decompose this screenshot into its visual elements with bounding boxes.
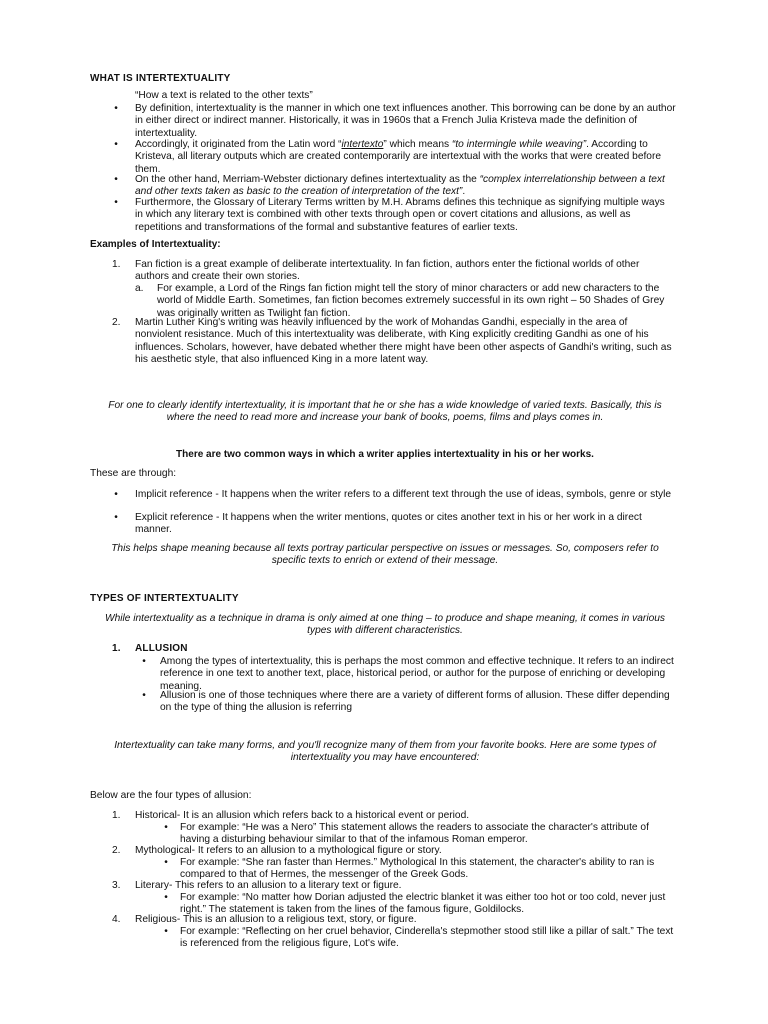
bullet-text: Among the types of intertextuality, this is perhaps the most common and effective technique. It refers to an indirect reference in one text to another text, place, historical period, or author for the purpose of enriching or developing meaning. (160, 656, 674, 692)
bullet-text: For example: “She ran faster than Hermes.” Mythological In this statement, the character's ability to ran is compared to that of Hermes, the messenger of the Greek Gods. (180, 857, 655, 881)
allusion-heading: ALLUSION (135, 643, 188, 654)
bullet-text: Implicit reference - It happens when the writer refers to a different text through the use of ideas, symbols, genre or style (135, 489, 672, 500)
section-title-examples: Examples of Intertextuality: (90, 239, 221, 250)
bullet-marker: • (114, 103, 118, 114)
bullet-marker: • (114, 139, 118, 150)
list-marker: 4. (112, 914, 121, 925)
italic-note: For one to clearly identify intertextuality, it is important that he or she has a wide knowledge of varied texts. Basically, this is where the need to read more and increase your bank of books, poems, films and plays comes in. (108, 400, 662, 424)
allusion-type-heading: Literary- This refers to an allusion to a literary text or figure. (135, 880, 402, 891)
bullet-marker: • (164, 857, 168, 868)
bullet-marker: • (114, 489, 118, 500)
bullet-marker: • (142, 656, 146, 667)
bullet-marker: • (114, 197, 118, 208)
bullet-text: By definition, intertextuality is the manner in which one text influences another. This borrowing can be done by an author in either direct or indirect manner. Historically, it was in 1960s that a French Julia Kristeva made the definition of intertextuality. (135, 103, 676, 139)
section-title-two-ways: There are two common ways in which a writer applies intertextuality in his or her works. (176, 449, 594, 460)
list-marker: a. (135, 283, 144, 294)
allusion-type-heading: Religious- This is an allusion to a religious text, story, or figure. (135, 914, 417, 925)
italic-note: This helps shape meaning because all texts portray particular perspective on issues or messages. So, composers refer to specific texts to enrich or extend of their message. (111, 543, 659, 567)
bullet-text: For example: “He was a Nero” This statement allows the readers to associate the character's attribute of having a disturbing behaviour similar to that of the infamous Roman emperor. (180, 822, 649, 846)
list-item-text: For example, a Lord of the Rings fan fiction might tell the story of minor characters or add new characters to the world of Middle Earth. Sometimes, fan fiction becomes extremely successful in its own right – 50 Shades of Grey was originally written as Twilight fan fiction. (157, 283, 665, 319)
list-marker: 1. (112, 643, 121, 654)
list-marker: 2. (112, 317, 121, 328)
list-item-text: Fan fiction is a great example of deliberate intertextuality. In fan fiction, authors enter the fictional worlds of other authors and create their own stories. (135, 259, 640, 283)
allusion-type-heading: Mythological- It refers to an allusion to a mythological figure or story. (135, 845, 442, 856)
bullet-text: Explicit reference - It happens when the writer mentions, quotes or cites another text in his or her work in a direct manner. (135, 512, 642, 536)
intro-text: These are through: (90, 468, 177, 479)
list-item-text: Martin Luther King's writing was heavily influenced by the work of Mohandas Gandhi, especially in the area of nonviolent resistance. Much of this intertextuality was deliberate, with King explicitly crediting Gandhi as one of his influences. Scholars, however, have debated whether there might have been other aspects of Gandhi's writing, such as his aesthetic style, that also influenced King in a more latent way. (135, 317, 672, 366)
bullet-text: Allusion is one of those techniques where there are a variety of different forms of allusion. These differ depending on the type of thing the allusion is referring (160, 690, 670, 714)
italic-note: Intertextuality can take many forms, and you'll recognize many of them from your favorite books. Here are some types of intertextuality you may have encountered: (114, 740, 656, 764)
italic-note: While intertextuality as a technique in drama is only aimed at one thing – to produce and shape meaning, it comes in various types with different characteristics. (104, 613, 666, 637)
bullet-marker: • (164, 822, 168, 833)
bullet-text: On the other hand, Merriam-Webster dictionary defines intertextuality as the “complex interrelationship between a text and other texts taken as basic to the creation of interpretation of the text”. (135, 174, 665, 198)
bullet-marker: • (164, 926, 168, 937)
bullet-marker: • (114, 174, 118, 185)
bullet-marker: • (114, 512, 118, 523)
latin-word: intertexto (341, 139, 384, 150)
list-marker: 1. (112, 810, 121, 821)
definition-quote: “How a text is related to the other texts” (135, 90, 313, 101)
section-title-types: TYPES OF INTERTEXTUALITY (90, 593, 239, 604)
bullet-text: For example: “Reflecting on her cruel behavior, Cinderella's stepmother stood still like a pillar of salt.” The text is referenced from the religious figure, Lot's wife. (180, 926, 674, 950)
list-marker: 2. (112, 845, 121, 856)
bullet-text: Accordingly, it originated from the Latin word “intertexto” which means “to intermingle while weaving”. According to Kristeva, all literary outputs which are created contemporarily are intertextual with the works that were created before them. (135, 139, 662, 175)
intro-text: Below are the four types of allusion: (90, 790, 252, 801)
bullet-text: Furthermore, the Glossary of Literary Terms written by M.H. Abrams defines this technique as signifying multiple ways in which any literary text is combined with other texts through open or covert citations and allusions, as well as repetitions and transformations of the formal and substantive features of earlier texts. (135, 197, 665, 233)
bullet-text: For example: “No matter how Dorian adjusted the electric blanket it was either too hot or too cold, never just right.” The statement is taken from the lines of the famous figure, Goldilocks. (180, 892, 666, 916)
bullet-marker: • (142, 690, 146, 701)
allusion-type-heading: Historical- It is an allusion which refers back to a historical event or period. (135, 810, 470, 821)
section-title-what-is: WHAT IS INTERTEXTUALITY (90, 73, 231, 84)
list-marker: 3. (112, 880, 121, 891)
list-marker: 1. (112, 259, 121, 270)
bullet-marker: • (164, 892, 168, 903)
